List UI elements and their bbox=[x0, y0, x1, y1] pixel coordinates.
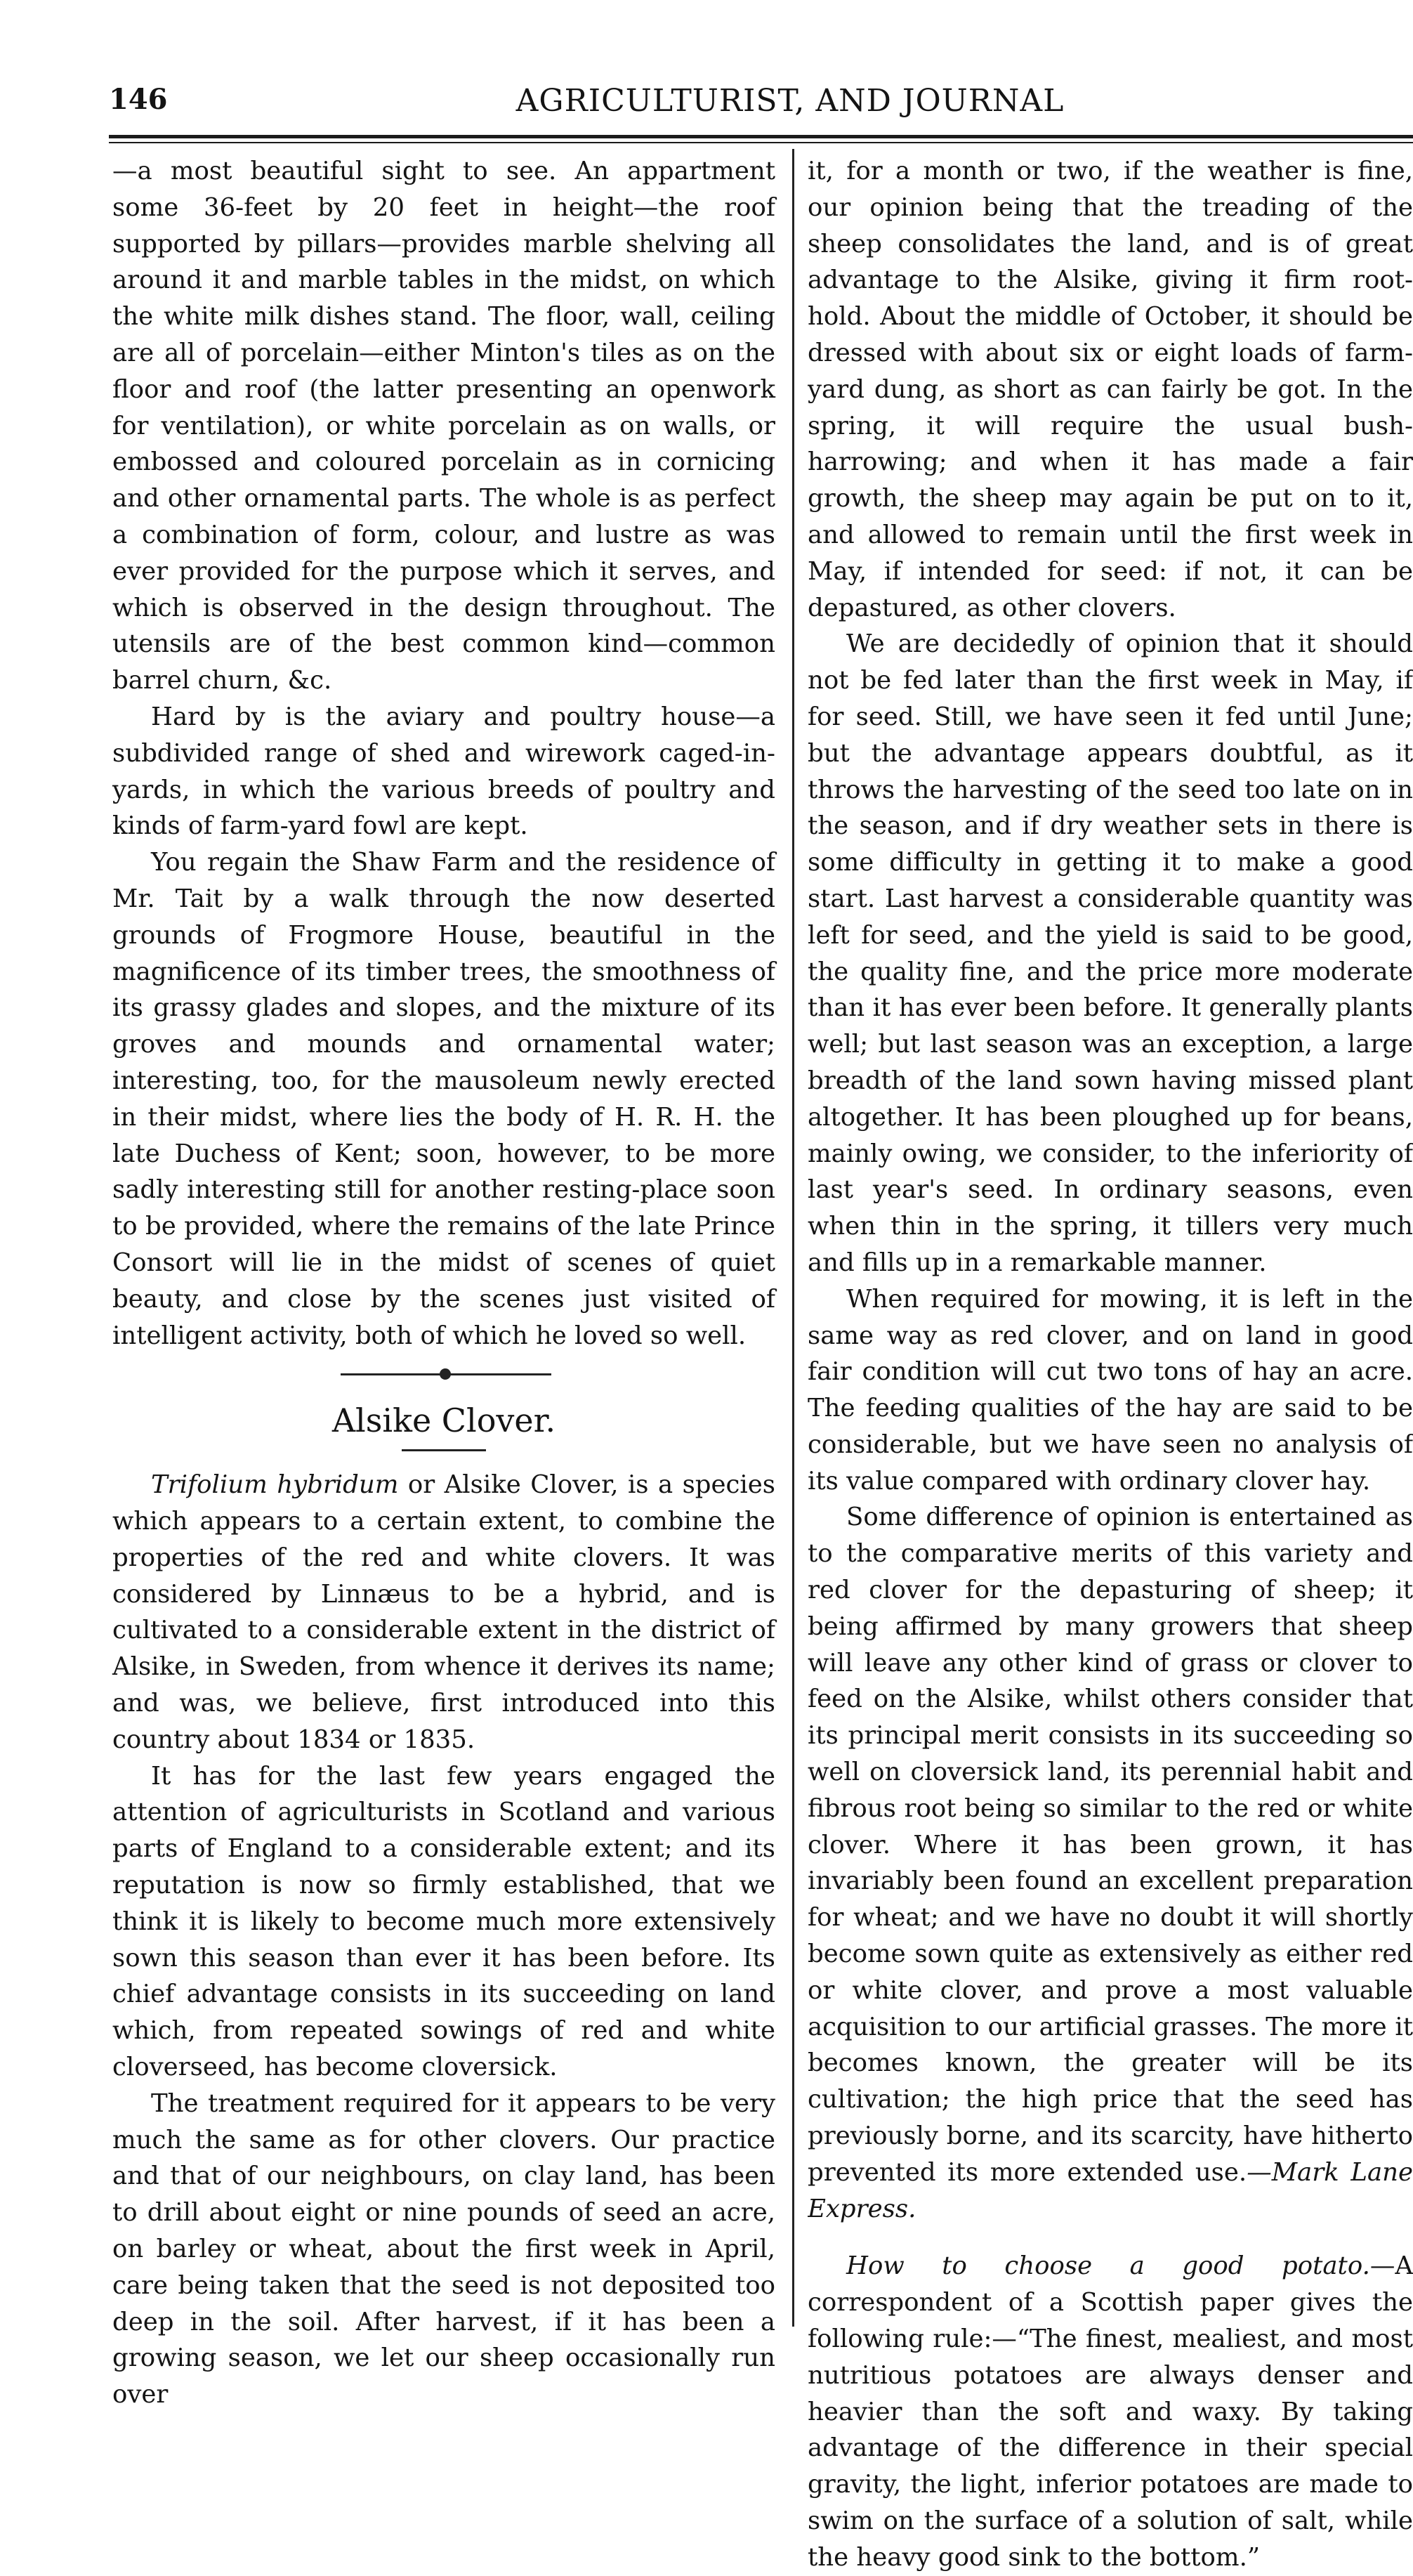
title-rule bbox=[402, 1449, 486, 1451]
column-divider bbox=[792, 149, 794, 2327]
right-column bbox=[808, 153, 1413, 2576]
article-paragraph: The treatment required for it appears to be very much the same as for other clovers. Our practice and that of our neighbours, on clay land, has been to drill about eight or nine pounds of seed an acre, on barley or wheat, about the first week in April, care being taken that the seed is not deposited too deep in the soil. After harvest, if it has been a growing season, we let our sheep occasionally run over bbox=[112, 2088, 775, 2410]
paragraph: We are decidedly of opinion that it should not be fed later than the first week in May, if for seed. Still, we have seen it fed until June; but the advantage appears doubtful, as it throws the harvesting of the seed too late on in the season, and if dry weather sets in there is some difficulty in getting it to make a good start. Last harvest a considerable quantity was left for seed, and the yield is said to be good, the quality fine, and the price more moderate than it has ever been before. It generally plants well; but last season was an exception, a large breadth of the land sown having missed plant altogether. It has been ploughed up for beans, mainly owing, we consider, to the inferiority of last year's seed. In ordinary seasons, even when thin in the spring, it tillers very much and fills up in a remarkable manner. bbox=[808, 629, 1413, 1277]
running-head: AGRICULTURIST, AND JOURNAL bbox=[515, 83, 1065, 119]
header-rule-thick bbox=[109, 135, 1413, 138]
note-text: —A correspondent of a Scottish paper gives the following rule:—“The finest, mealiest, and most nutritious potatoes are always denser and heavier than the soft and waxy. By taking advantage of the difference in their special gravity, the light, inferior potatoes are made to swim on the surface of a solution of salt, while the heavy good sink to the bottom.” bbox=[808, 2251, 1413, 2572]
article-paragraph: It has for the last few years engaged the attention of agriculturists in Scotland and various parts of England to a considerable extent; and its reputation is now so firmly established, that we think it is likely to become much more extensively sown this season than ever it has been before. Its chief advantage consists in its succeeding on land which, from repeated sowings of red and white cloverseed, has become cloversick. bbox=[112, 1761, 775, 2082]
paragraph: it, for a month or two, if the weather is fine, our opinion being that the treading of the sheep consolidates the land, and is of great advantage to the Alsike, giving it firm root-hold. About the middle of October, it should be dressed with about six or eight loads of farm-yard dung, as short as can fairly be got. In the spring, it will require the usual bush-harrowing; and when it has made a fair growth, the sheep may again be put on to it, and allowed to remain until the first week in May, if intended for seed: if not, it can be depastured, as other clovers. bbox=[808, 157, 1413, 622]
note-paragraph bbox=[808, 2248, 1413, 2575]
article-paragraph bbox=[112, 1467, 775, 1758]
paragraph: —a most beautiful sight to see. An appartment some 36-feet by 20 feet in height—the roof supported by pillars—provides marble shelving all around it and marble tables in the midst, on which the white milk dishes stand. The floor, wall, ceiling are all of porcelain—either Minton's tiles as on the floor and roof (the latter presenting an openwork for ventilation), or white porcelain as on walls, or embossed and coloured porcelain as in cornicing and other ornamental parts. The whole is as perfect a combination of form, colour, and lustre as was ever provided for the purpose which it serves, and which is observed in the design throughout. The utensils are of the best common kind—common barrel churn, &c. bbox=[112, 157, 775, 695]
paragraph: When required for mowing, it is left in the same way as red clover, and on land in good fair condition will cut two tons of hay an acre. The feeding qualities of the hay are said to be considerable, but we have seen no analysis of its value compared with ordinary clover hay. bbox=[808, 1284, 1413, 1496]
lead-italic: Trifolium hybridum bbox=[151, 1470, 399, 1500]
page-number: 146 bbox=[109, 83, 168, 116]
note-lead-italic: How to choose a good potato. bbox=[846, 2251, 1370, 2281]
paragraph: You regain the Shaw Farm and the residence of Mr. Tait by a walk through the now deserted grounds of Frogmore House, beautiful in the magnificence of its timber trees, the smoothness of its grassy glades and slopes, and the mixture of its groves and mounds and ornamental water; interesting, too, for the mausoleum newly erected in their midst, where lies the body of H. R. H. the late Duchess of Kent; soon, however, to be more sadly interesting still for another resting-place soon to be provided, where the remains of the late Prince Consort will lie in the midst of scenes of quiet beauty, and close by the scenes just visited of intelligent activity, both of which he loved so well. bbox=[112, 848, 775, 1350]
paragraph: Hard by is the aviary and poultry house—a subdivided range of shed and wirework caged-in-yards, in which the various breeds of poultry and kinds of farm-yard fowl are kept. bbox=[112, 702, 775, 841]
lead-text: or Alsike Clover, is a species which appears to a certain extent, to combine the properties of the red and white clovers. It was considered by Linnæus to be a hybrid, and is cultivated to a considerable extent in the district of Alsike, in Sweden, from whence it derives its name; and was, we believe, first introduced into this country about 1834 or 1835. bbox=[112, 1470, 775, 1754]
page-header bbox=[109, 83, 1373, 132]
article-title: Alsike Clover. bbox=[331, 1401, 556, 1440]
attribution: —Mark Lane Express. bbox=[808, 2157, 1413, 2223]
section-ornament bbox=[112, 1356, 775, 1393]
header-rule-thin bbox=[109, 142, 1413, 143]
paragraph bbox=[808, 1499, 1413, 2227]
left-column bbox=[112, 153, 775, 2413]
paragraph-text: Some difference of opinion is entertained as to the comparative merits of this variety and red clover for the depasturing of sheep; it being affirmed by many growers that sheep will leave any other kind of grass or clover to feed on the Alsike, whilst others consider that its principal merit consists in its succeeding so well on cloversick land, its perennial habit and fibrous root being so similar to the red or white clover. Where it has been grown, it has invariably been found an excellent preparation for wheat; and we have no doubt it will shortly become sown quite as extensively as either red or white clover, and prove a most valuable acquisition to our artificial grasses. The more it becomes known, the greater will be its cultivation; the high price that the seed has previously borne, and its scarcity, have hitherto prevented its more extended use. bbox=[808, 1503, 1413, 2187]
